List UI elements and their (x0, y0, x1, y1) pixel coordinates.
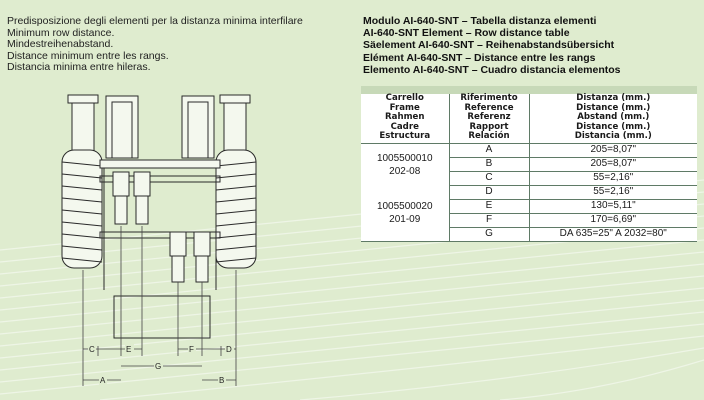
right-wheel (216, 95, 256, 268)
label-g: G (155, 362, 162, 371)
label-c: C (89, 345, 95, 354)
distance-cell: 55=2,16" (529, 171, 697, 185)
label-f: F (189, 345, 194, 354)
distance-cell: 170=6,69" (529, 213, 697, 227)
table-row (361, 143, 697, 157)
ref-cell: F (449, 213, 529, 227)
dimension-labels (88, 344, 234, 385)
ref-cell: D (449, 185, 529, 199)
title-line-fr: Elément AI-640-SNT – Distance entre les rangs (363, 51, 596, 64)
table-title (363, 15, 621, 76)
ref-cell: G (449, 227, 529, 241)
distance-cell: 130=5,11" (529, 199, 697, 213)
left-wheel (62, 95, 102, 268)
intro-line-it: Predisposizione degli elementi per la distanza minima interfilare (7, 15, 303, 27)
ref-cell: A (449, 143, 529, 157)
label-a: A (100, 376, 106, 385)
distance-cell: 205=8,07" (529, 157, 697, 171)
title-line-en: AI-640-SNT Element – Row distance table (363, 27, 570, 40)
ref-cell: E (449, 199, 529, 213)
frame-cell-a: 1005500010 202-08 (361, 143, 449, 185)
distance-cell: 55=2,16" (529, 185, 697, 199)
row-distance-table (361, 94, 697, 242)
distance-cell: 205=8,07" (529, 143, 697, 157)
ref-cell: C (449, 171, 529, 185)
intro-line-fr: Distance minimum entre les rangs. (7, 49, 169, 62)
seeding-units (113, 172, 210, 282)
header-distance: Distanza (mm.) Distance (mm.) Abstand (mm.) Distance (mm.) Distancia (mm.) (529, 94, 697, 143)
intro-text (7, 16, 303, 74)
intro-line-en: Minimum row distance. (7, 26, 115, 39)
title-line-de: Säelement AI-640-SNT – Reihenabstandsübersicht (363, 39, 615, 52)
intro-line-es: Distancia minima entre hileras. (7, 61, 151, 73)
frame-cell-b: 1005500020 201-09 (361, 185, 449, 241)
label-b: B (219, 376, 225, 385)
intro-line-de: Mindestreihenabstand. (7, 38, 114, 50)
label-d: D (226, 345, 232, 354)
label-e: E (126, 345, 132, 354)
title-line-it: Modulo AI-640-SNT – Tabella distanza elementi (363, 15, 597, 27)
distance-cell: DA 635=25" A 2032=80" (529, 227, 697, 241)
header-reference: Riferimento Reference Referenz Rapport Relación (449, 94, 529, 143)
header-frame: Carrello Frame Rahmen Cadre Estructura (361, 94, 449, 143)
ref-cell: B (449, 157, 529, 171)
table-row (361, 185, 697, 199)
table-header-row (361, 94, 697, 143)
planter-diagram (54, 88, 258, 392)
title-line-es: Elemento AI-640-SNT – Cuadro distancia elementos (363, 63, 621, 76)
